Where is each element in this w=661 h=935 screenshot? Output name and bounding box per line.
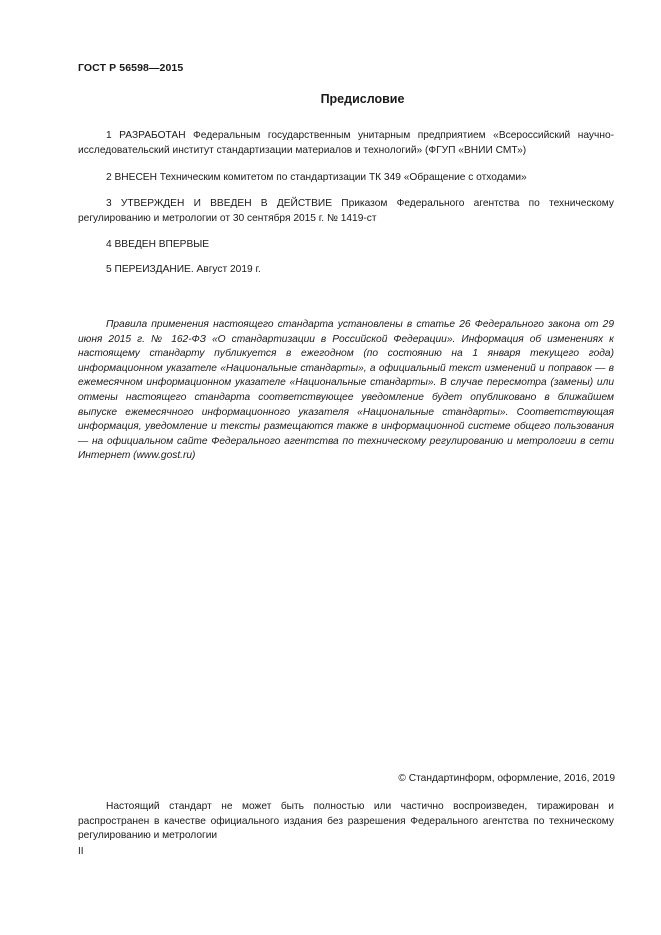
copyright-line: © Стандартинформ, оформление, 2016, 2019 xyxy=(398,773,615,784)
legal-notice: Настоящий стандарт не может быть полностью или частично воспроизведен, тиражирован и распространен в качестве официального издания без разрешения Федерального агентства по техническому регулированию и метрологии xyxy=(78,801,614,841)
foreword-item-4: 4 ВВЕДЕН ВПЕРВЫЕ xyxy=(106,239,210,250)
foreword-item-1: 1 РАЗРАБОТАН Федеральным государственным унитарным предприятием «Всероссийский научно-исследовательский институт стандартизации материалов и технологий» (ФГУП «ВНИИ СМТ») xyxy=(78,130,614,156)
foreword-item-3: 3 УТВЕРЖДЕН И ВВЕДЕН В ДЕЙСТВИЕ Приказом Федерального агентства по техническому регулированию и метрологии от 30 сентября 2015 г. № 1419-ст xyxy=(78,198,614,224)
document-code: ГОСТ Р 56598—2015 xyxy=(78,62,184,74)
usage-notice: Правила применения настоящего стандарта установлены в статье 26 Федерального закона от 29 июня 2015 г. № 162-ФЗ «О стандартизации в Российской Федерации». Информация об изменениях к настоящему стандарту публикуется в ежегодном (по состоянию на 1 января текущего года) информационном указателе «Национальные стандарты», а официальный текст изменений и поправок — в ежемесячном информационном указателе «Национальные стандарты». В случае пересмотра (замены) или отмены настоящего стандарта соответствующее уведомление будет опубликовано в ближайшем выпуске ежемесячного информационного указателя «Национальные стандарты». Соответствующая информация, уведомление и тексты размещаются также в информационной системе общего пользования — на официальном сайте Федерального агентства по техническому регулированию и метрологии в сети Интернет (www.gost.ru) xyxy=(78,319,614,462)
foreword-item-5: 5 ПЕРЕИЗДАНИЕ. Август 2019 г. xyxy=(106,264,261,275)
page-number: II xyxy=(78,846,84,857)
section-heading: Предисловие xyxy=(320,92,405,106)
foreword-item-2: 2 ВНЕСЕН Техническим комитетом по стандартизации ТК 349 «Обращение с отходами» xyxy=(106,172,527,183)
